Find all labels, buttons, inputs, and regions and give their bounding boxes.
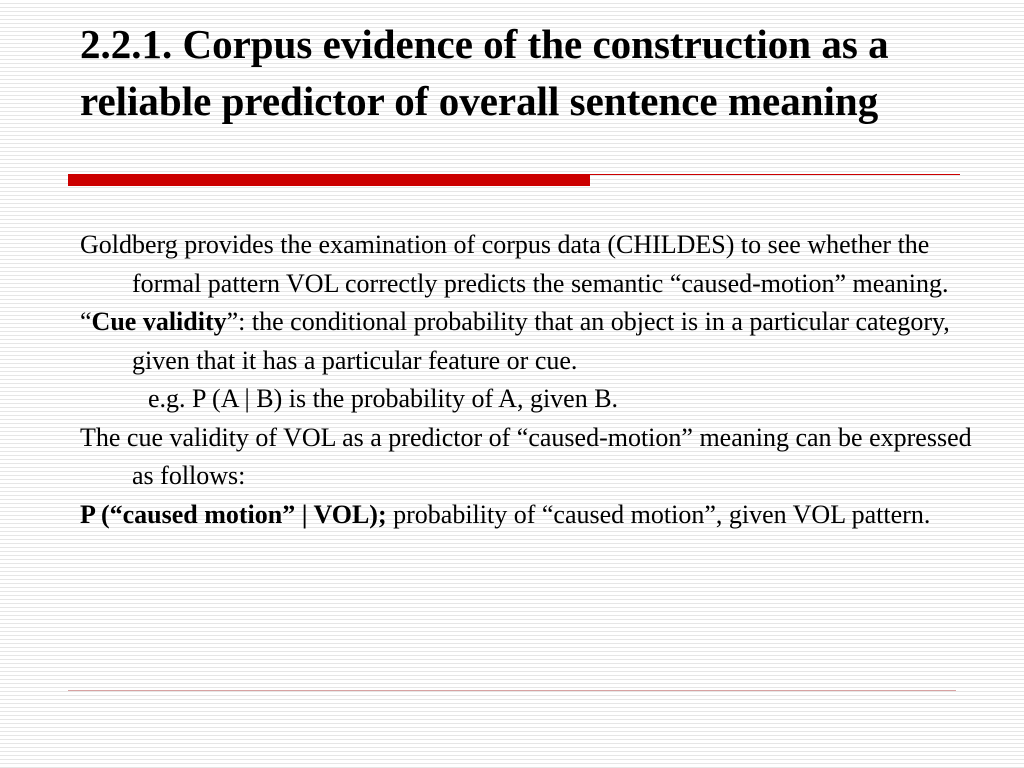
paragraph-goldberg: Goldberg provides the examination of corpus data (CHILDES) to see whether the formal pattern VOL correctly predicts the semantic “caused-motion” meaning. — [80, 230, 949, 298]
title-underline-thin — [590, 174, 960, 175]
paragraph-cue-validity-vol: The cue validity of VOL as a predictor of “caused-motion” meaning can be expressed as follows: — [80, 422, 972, 490]
paragraph-formula — [80, 496, 980, 535]
slide-title: 2.2.1. Corpus evidence of the construction as a reliable predictor of overall sentence meaning — [80, 21, 889, 124]
title-underline-thick — [68, 174, 590, 186]
cue-validity-term: Cue validity — [91, 307, 227, 336]
formula: P (“caused motion” | VOL); — [80, 499, 387, 529]
slide-body — [80, 226, 980, 534]
open-quote: “ — [80, 307, 92, 336]
paragraph-cue-validity — [80, 303, 980, 380]
paragraph-example: e.g. P (A | B) is the probability of A, given B. — [148, 384, 619, 413]
bottom-divider — [68, 690, 956, 691]
formula-description: probability of “caused motion”, given VOL pattern. — [386, 499, 931, 529]
cue-validity-definition: ”: the conditional probability that an object is in a particular category, given that it has a particular feature or cue. — [132, 307, 950, 375]
title-underline — [68, 174, 960, 188]
